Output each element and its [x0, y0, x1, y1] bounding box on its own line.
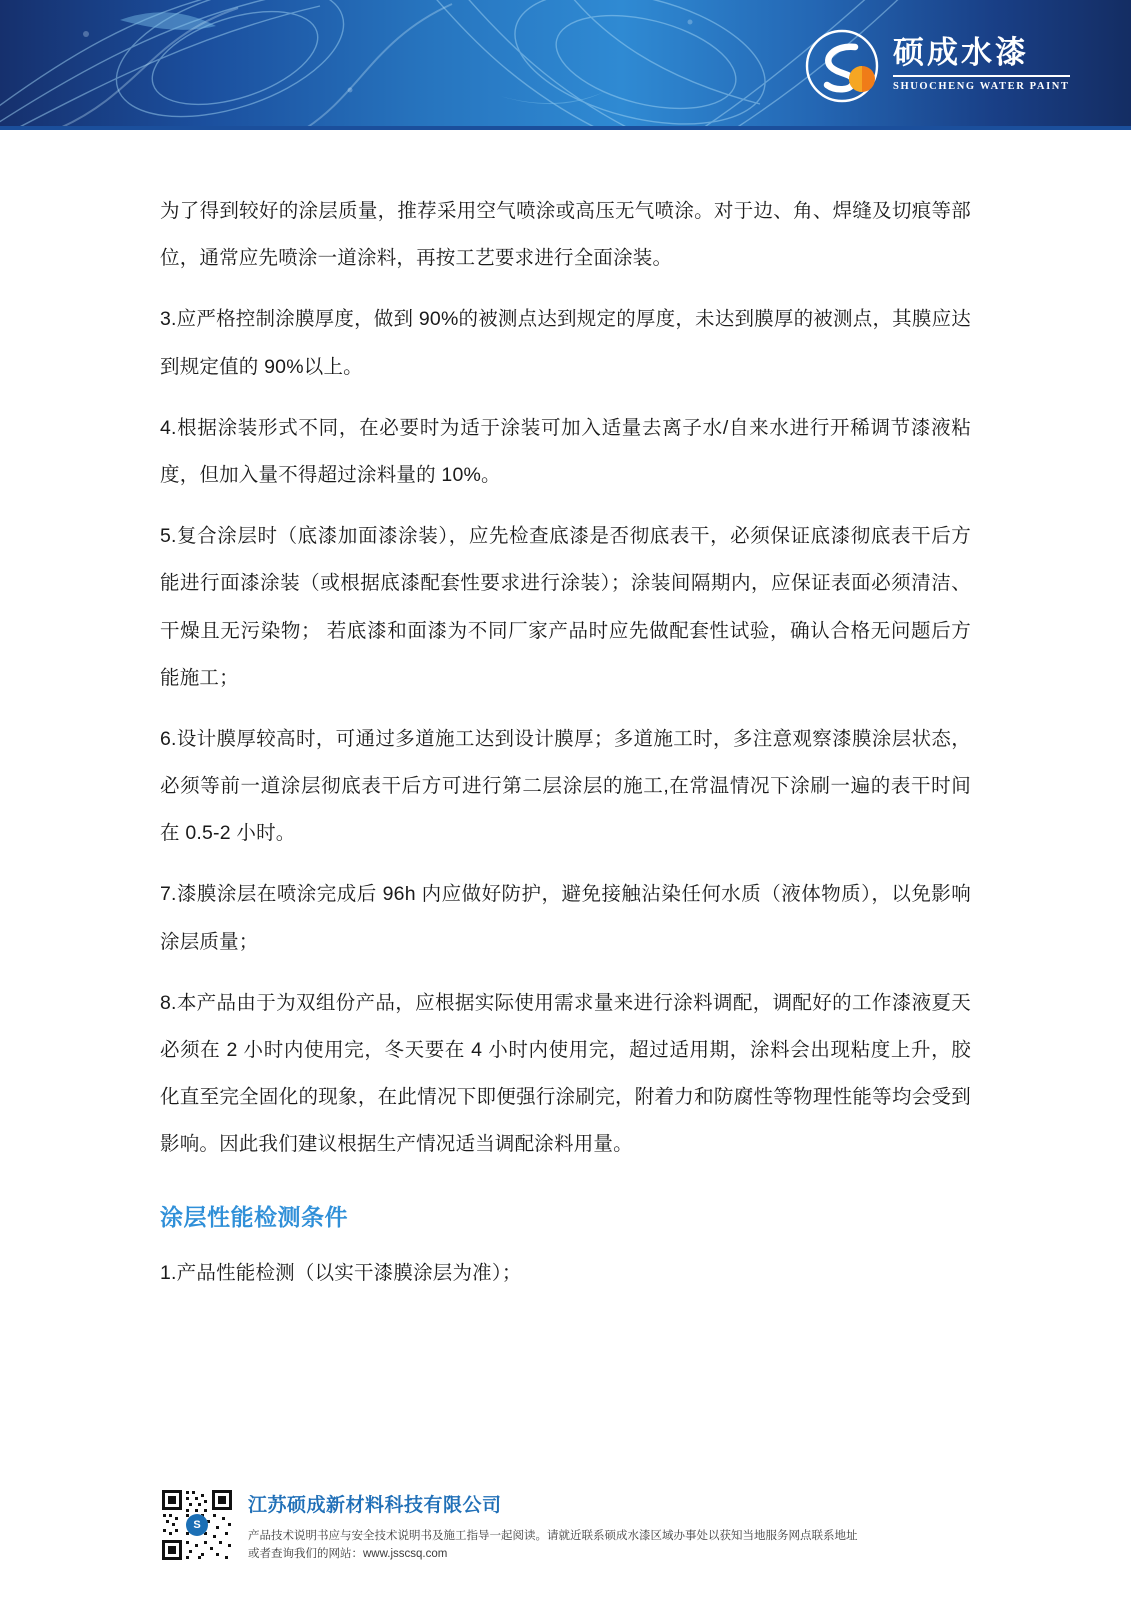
- brand-name-en: SHUOCHENG WATER PAINT: [893, 81, 1070, 93]
- document-body: [0, 130, 1131, 1600]
- paragraph: 3.应严格控制涂膜厚度，做到 90%的被测点达到规定的厚度，未达到膜厚的被测点，其膜应达到规定值的 90%以上。: [160, 308, 971, 378]
- paragraph: 为了得到较好的涂层质量，推荐采用空气喷涂或高压无气喷涂。对于边、角、焊缝及切痕等部位，通常应先喷涂一道涂料，再按工艺要求进行全面涂装。: [160, 200, 971, 270]
- swoosh-logo-icon: [805, 29, 879, 103]
- paragraph: 4.根据涂装形式不同，在必要时为适于涂装可加入适量去离子水/自来水进行开稀调节漆液粘度，但加入量不得超过涂料量的 10%。: [160, 416, 971, 486]
- section-heading: 涂层性能检测条件: [160, 1203, 348, 1230]
- paragraph: 5.复合涂层时（底漆加面漆涂装），应先检查底漆是否彻底表干，必须保证底漆彻底表干后方能进行面漆涂装（或根据底漆配套性要求进行涂装）；涂装间隔期内，应保证表面必须清洁、干燥且无污染物； 若底漆和面漆为不同厂家产品时应先做配套性试验，确认合格无问题后方能施工；: [160, 525, 971, 689]
- page-footer: [0, 1480, 1131, 1600]
- brand-name-cn: 硕成水漆: [893, 34, 1029, 70]
- section-item: 1.产品性能检测（以实干漆膜涂层为准）；: [160, 1261, 522, 1284]
- brand-wordmark: [893, 36, 1070, 96]
- qr-code-icon: [160, 1488, 234, 1562]
- page-header: [0, 0, 1131, 130]
- qr-center-logo-icon: S: [186, 1514, 208, 1536]
- footer-note-line-2: 或者查询我们的网站：www.jsscsq.com: [248, 1548, 448, 1561]
- brand-divider: [893, 75, 1070, 77]
- paragraph: 6.设计膜厚较高时，可通过多道施工达到设计膜厚；多道施工时，多注意观察漆膜涂层状态，必须等前一道涂层彻底表干后方可进行第二层涂层的施工,在常温情况下涂刷一遍的表干时间在 0.5-2 小时。: [160, 727, 971, 845]
- footer-note-line-1: 产品技术说明书应与安全技术说明书及施工指导一起阅读。请就近联系硕成水漆区域办事处以获知当地服务网点联系地址: [248, 1530, 858, 1542]
- paragraph: 8.本产品由于为双组份产品，应根据实际使用需求量来进行涂料调配，调配好的工作漆液夏天必须在 2 小时内使用完，冬天要在 4 小时内使用完，超过适用期，涂料会出现粘度上升，胶化直至完全固化的现象，在此情况下即便强行涂刷完，附着力和防腐性等物理性能等均会受到影响。因此我们建议根据生产情况适当调配涂料用量。: [160, 991, 971, 1156]
- company-name: 江苏硕成新材料科技有限公司: [248, 1495, 502, 1516]
- brand-logo: [805, 24, 1095, 108]
- paragraph: 7.漆膜涂层在喷涂完成后 96h 内应做好防护，避免接触沾染任何水质（液体物质），以免影响涂层质量；: [160, 883, 971, 953]
